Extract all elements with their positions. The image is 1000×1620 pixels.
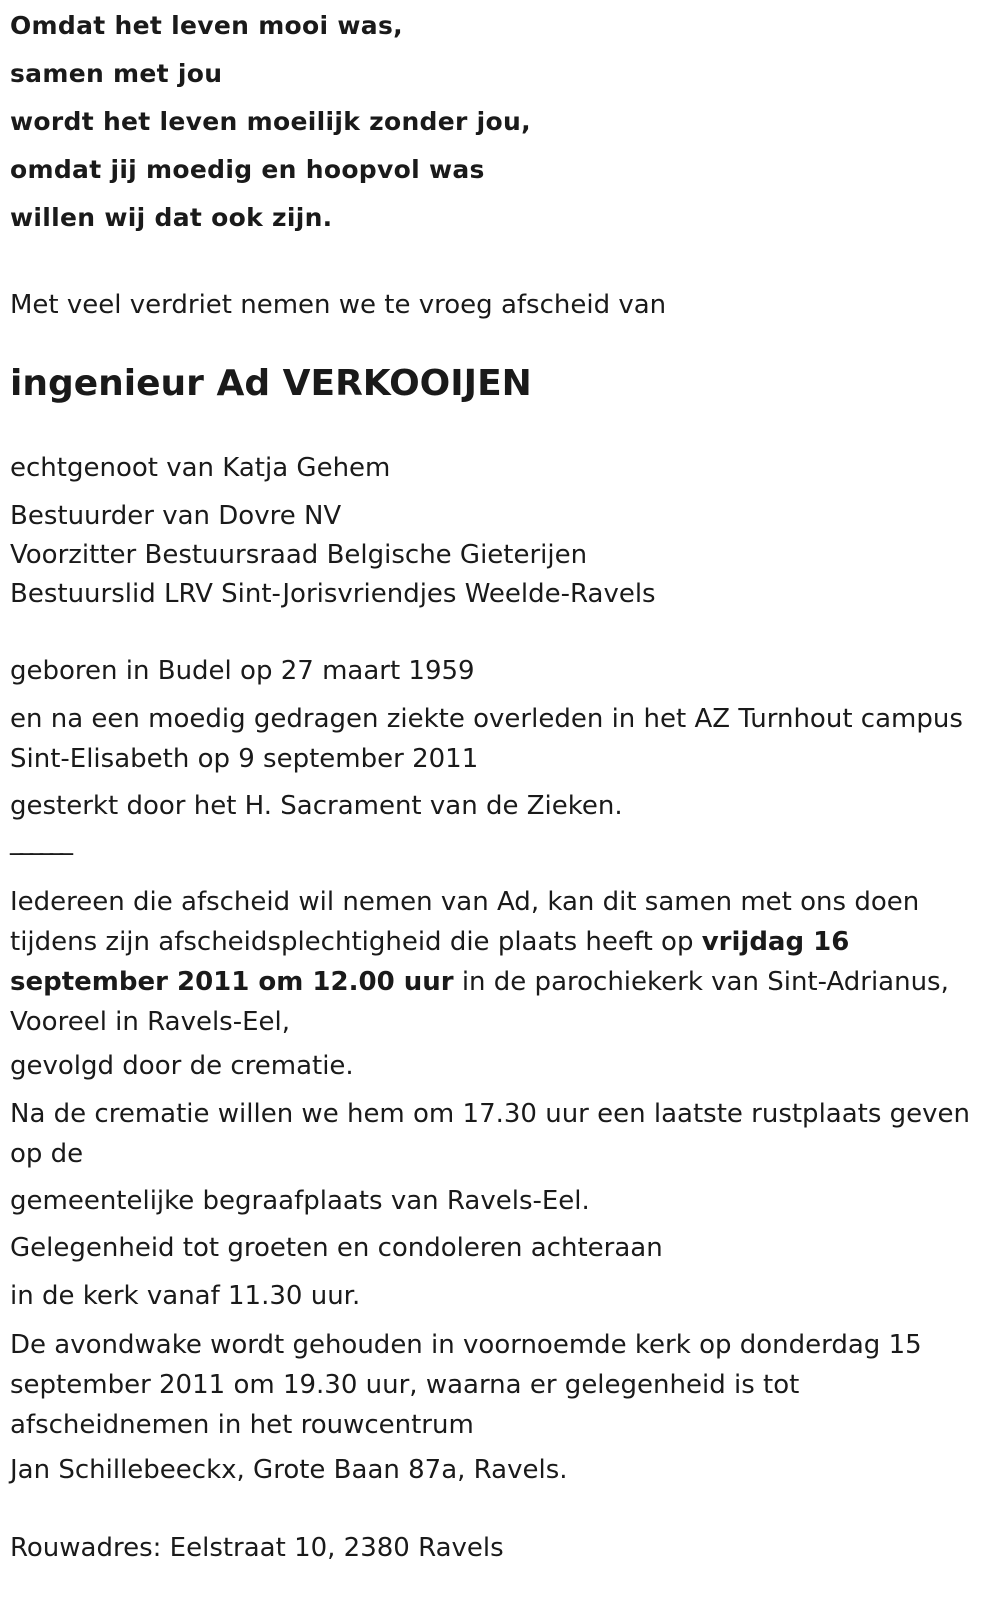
deceased-name: ingenieur Ad VERKOOIJEN bbox=[10, 363, 532, 404]
function-2: Voorzitter Bestuursraad Belgische Gieterijen bbox=[10, 540, 588, 570]
function-1: Bestuurder van Dovre NV bbox=[10, 501, 342, 531]
mourning-address: Rouwadres: Eelstraat 10, 2380 Ravels bbox=[10, 1533, 504, 1563]
poem-line-4: omdat jij moedig en hoopvol was bbox=[10, 155, 485, 184]
ceremony-text-before: Iedereen die afscheid wil nemen van Ad, kan dit samen met ons doen tijdens zijn afscheidsplechtigheid die plaats heeft op bbox=[10, 887, 920, 957]
died-text: en na een moedig gedragen ziekte overleden in het AZ Turnhout campus Sint-Elisabeth op 9 september 2011 bbox=[10, 704, 963, 774]
vigil-text: De avondwake wordt gehouden in voornoemde kerk op donderdag 15 september 2011 om 19.30 uur, waarna er gelegenheid is tot afscheidnemen in het rouwcentrum bbox=[10, 1330, 922, 1440]
condolence-text-1: Gelegenheid tot groeten en condoleren achteraan bbox=[10, 1233, 663, 1263]
funeral-home: Jan Schillebeeckx, Grote Baan 87a, Ravels. bbox=[10, 1455, 568, 1485]
sacrament-text: gesterkt door het H. Sacrament van de Zieken. bbox=[10, 791, 623, 821]
ceremony-paragraph bbox=[10, 882, 995, 1042]
born-text: geboren in Budel op 27 maart 1959 bbox=[10, 656, 475, 686]
ceremony-text-after: in de parochiekerk van Sint-Adrianus, Vooreel in Ravels-Eel, bbox=[10, 967, 949, 1037]
poem-line-2: samen met jou bbox=[10, 59, 223, 88]
spouse-text: echtgenoot van Katja Gehem bbox=[10, 453, 391, 483]
ceremony-date: vrijdag 16 september 2011 om 12.00 uur bbox=[10, 927, 850, 997]
poem-line-5: willen wij dat ook zijn. bbox=[10, 203, 333, 232]
poem-line-3: wordt het leven moeilijk zonder jou, bbox=[10, 107, 531, 136]
cremation-text: gevolgd door de crematie. bbox=[10, 1051, 354, 1081]
burial-text-1: Na de crematie willen we hem om 17.30 uur een laatste rustplaats geven op de bbox=[10, 1099, 971, 1169]
divider: ______ bbox=[10, 826, 70, 856]
poem-line-1: Omdat het leven mooi was, bbox=[10, 11, 403, 40]
function-3: Bestuurslid LRV Sint-Jorisvriendjes Weelde-Ravels bbox=[10, 579, 656, 609]
intro-text: Met veel verdriet nemen we te vroeg afscheid van bbox=[10, 290, 667, 320]
burial-text-2: gemeentelijke begraafplaats van Ravels-Eel. bbox=[10, 1186, 590, 1216]
condolence-text-2: in de kerk vanaf 11.30 uur. bbox=[10, 1281, 361, 1311]
